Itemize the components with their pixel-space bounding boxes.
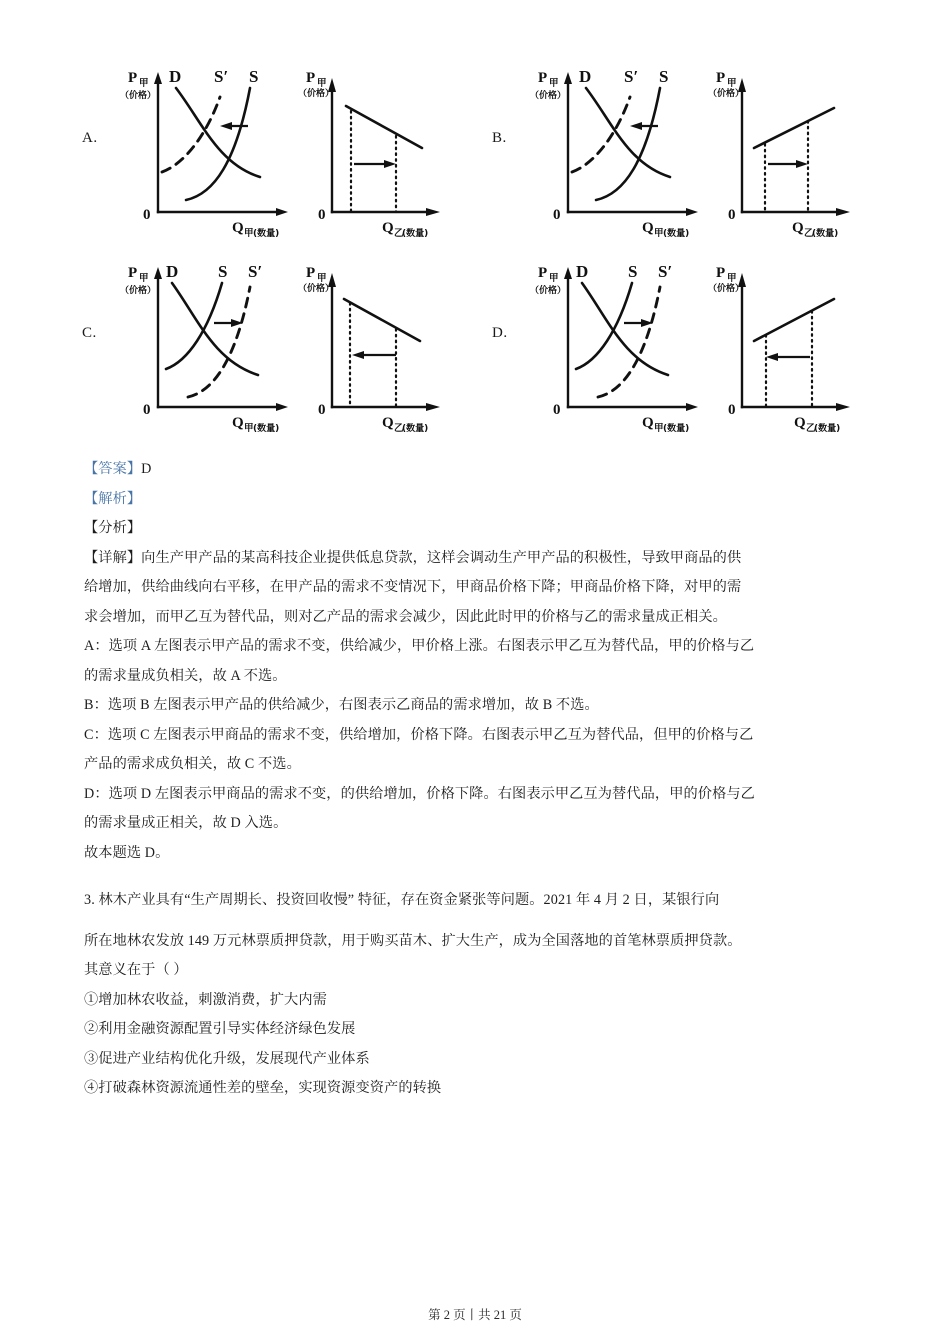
option-b[interactable] [492, 52, 912, 247]
option-a[interactable] [82, 52, 502, 247]
svg-text:甲: 甲 [139, 273, 149, 284]
answer-value: D [141, 461, 152, 477]
option-a-left-chart [120, 67, 288, 239]
svg-text:P: P [716, 265, 726, 281]
conclusion-line: 故本题选 D。 [84, 844, 170, 861]
svg-text:乙: 乙 [394, 228, 404, 239]
option-b-left-chart [530, 67, 698, 239]
svg-text:(数量): (数量) [663, 424, 690, 434]
svg-text:(数量): (数量) [812, 229, 839, 239]
option-b-charts [520, 52, 908, 247]
option-note-c-1: C：选项 C 左图表示甲商品的需求不变，供给增加，价格下降。右图表示甲乙互为替代品，但甲的价格与乙 [84, 726, 754, 743]
svg-text:Q: Q [382, 220, 394, 236]
option-note-d-2: 的需求量成正相关，故 D 入选。 [84, 815, 288, 831]
svg-text:S′: S′ [248, 262, 263, 281]
svg-text:P: P [306, 70, 316, 86]
question3-choice-3[interactable]: ③促进产业结构优化升级，发展现代产业体系 [84, 1050, 370, 1067]
question3-choice-1[interactable]: ①增加林农收益，刺激消费，扩大内需 [84, 991, 327, 1008]
option-a-charts [110, 52, 498, 247]
svg-text:Q: Q [792, 220, 804, 236]
svg-text:（价格）: （价格） [298, 89, 335, 99]
svg-text:甲: 甲 [244, 423, 254, 434]
option-a-label: A. [82, 130, 98, 146]
option-row-ab [0, 52, 950, 247]
svg-text:S′: S′ [624, 67, 639, 86]
svg-text:P: P [128, 265, 138, 281]
option-c-right-chart [298, 265, 440, 434]
svg-text:甲: 甲 [317, 273, 327, 284]
svg-text:D: D [169, 67, 182, 86]
svg-text:甲: 甲 [549, 78, 559, 89]
analysis-section-line [84, 514, 874, 544]
svg-text:S: S [659, 67, 669, 86]
option-a-right-chart [298, 70, 440, 239]
svg-text:（价格）: （价格） [530, 91, 567, 101]
svg-text:(数量): (数量) [814, 424, 841, 434]
svg-text:S′: S′ [214, 67, 229, 86]
analysis-section-tag: 【分析】 [84, 520, 142, 536]
svg-text:乙: 乙 [394, 423, 404, 434]
option-row-cd [0, 247, 950, 442]
analysis-line [84, 485, 874, 515]
option-note-a-2: 的需求量成负相关，故 A 不选。 [84, 667, 287, 684]
svg-text:0: 0 [553, 402, 561, 418]
section-gap [84, 868, 874, 886]
svg-text:乙: 乙 [806, 423, 816, 434]
analysis-tag: 【解析】 [84, 490, 142, 507]
option-b-label: B. [492, 130, 507, 146]
svg-text:Q: Q [794, 415, 806, 431]
detail-paragraph-line-3: 求会增加，而甲乙互为替代品，则对乙产品的需求会减少，因此此时甲的价格与乙的需求量成正相关。 [84, 608, 727, 625]
option-d-label: D. [492, 325, 508, 341]
svg-text:(数量): (数量) [253, 424, 280, 434]
option-diagrams [0, 52, 950, 442]
svg-text:（价格）: （价格） [120, 91, 157, 101]
question3-prompt: 其意义在于（ ） [84, 962, 188, 978]
svg-text:S: S [249, 67, 259, 86]
question3-stem-line-1: 3. 林木产业具有“生产周期长、投资回收慢” 特征，存在资金紧张等问题。2021 年 4 月 2 日，某银行向 [84, 892, 720, 908]
svg-text:甲: 甲 [727, 273, 737, 284]
svg-text:甲: 甲 [727, 78, 737, 89]
svg-text:(数量): (数量) [253, 229, 280, 239]
svg-text:甲: 甲 [654, 228, 664, 239]
svg-text:S: S [628, 262, 638, 281]
svg-text:0: 0 [143, 402, 151, 418]
svg-text:Q: Q [642, 415, 654, 431]
svg-text:Q: Q [232, 220, 244, 236]
option-note-a-1: A：选项 A 左图表示甲产品的需求不变，供给减少，甲价格上涨。右图表示甲乙互为替代品，甲的价格与乙 [84, 638, 755, 654]
svg-text:P: P [538, 70, 548, 86]
svg-text:甲: 甲 [549, 273, 559, 284]
answer-tag: 【答案】 [84, 461, 142, 477]
option-c-left-chart [120, 262, 288, 434]
detail-paragraph-line-2: 给增加，供给曲线向右平移，在甲产品的需求不变情况下，甲商品价格下降；甲商品价格下降，对甲的需 [84, 579, 742, 595]
svg-text:D: D [579, 67, 592, 86]
option-d-left-chart [530, 262, 698, 434]
svg-text:S′: S′ [658, 262, 673, 281]
option-b-right-chart [708, 70, 850, 239]
option-note-b-1: B：选项 B 左图表示甲产品的供给减少，右图表示乙商品的需求增加，故 B 不选。 [84, 697, 599, 713]
option-d[interactable] [492, 247, 912, 442]
stem-gap [84, 916, 874, 927]
svg-text:乙: 乙 [804, 228, 814, 239]
svg-text:D: D [166, 262, 179, 281]
svg-text:甲: 甲 [244, 228, 254, 239]
svg-text:(数量): (数量) [402, 229, 429, 239]
question3-choice-2[interactable]: ②利用金融资源配置引导实体经济绿色发展 [84, 1021, 356, 1037]
svg-text:Q: Q [232, 415, 244, 431]
svg-text:(数量): (数量) [402, 424, 429, 434]
option-note-c-2: 产品的需求成负相关，故 C 不选。 [84, 756, 301, 772]
svg-text:（价格）: （价格） [530, 286, 567, 296]
svg-text:0: 0 [318, 207, 326, 223]
detail-paragraph-line-1: 【详解】向生产甲产品的某高科技企业提供低息贷款，这样会调动生产甲产品的积极性，导致甲商品的供 [84, 549, 742, 566]
svg-text:P: P [716, 70, 726, 86]
svg-text:D: D [576, 262, 589, 281]
svg-text:（价格）: （价格） [708, 89, 745, 99]
option-c-label: C. [82, 325, 97, 341]
svg-text:（价格）: （价格） [298, 284, 335, 294]
question3-choice-4[interactable]: ④打破森林资源流通性差的壁垒，实现资源变资产的转换 [84, 1080, 442, 1096]
option-d-right-chart [708, 265, 850, 434]
svg-text:S: S [218, 262, 228, 281]
page-footer: 第 2 页丨共 21 页 [428, 1308, 522, 1322]
svg-text:甲: 甲 [139, 78, 149, 89]
option-c[interactable] [82, 247, 502, 442]
svg-text:（价格）: （价格） [708, 284, 745, 294]
svg-text:0: 0 [318, 402, 326, 418]
svg-text:P: P [128, 70, 138, 86]
option-d-charts [520, 247, 908, 442]
svg-text:0: 0 [728, 207, 736, 223]
svg-text:0: 0 [553, 207, 561, 223]
svg-text:甲: 甲 [654, 423, 664, 434]
svg-text:(数量): (数量) [663, 229, 690, 239]
svg-text:Q: Q [642, 220, 654, 236]
option-note-d-1: D：选项 D 左图表示甲商品的需求不变，的供给增加，价格下降。右图表示甲乙互为替代品，甲的价格与乙 [84, 785, 755, 802]
explanation-body [84, 455, 874, 1104]
answer-line [84, 455, 874, 485]
svg-text:P: P [306, 265, 316, 281]
question3-stem-line-2: 所在地林农发放 149 万元林票质押贷款，用于购买苗木、扩大生产，成为全国落地的首笔林票质押贷款。 [84, 932, 742, 949]
svg-text:0: 0 [143, 207, 151, 223]
svg-text:（价格）: （价格） [120, 286, 157, 296]
svg-text:Q: Q [382, 415, 394, 431]
svg-text:0: 0 [728, 402, 736, 418]
svg-text:甲: 甲 [317, 78, 327, 89]
option-c-charts [110, 247, 498, 442]
svg-text:P: P [538, 265, 548, 281]
